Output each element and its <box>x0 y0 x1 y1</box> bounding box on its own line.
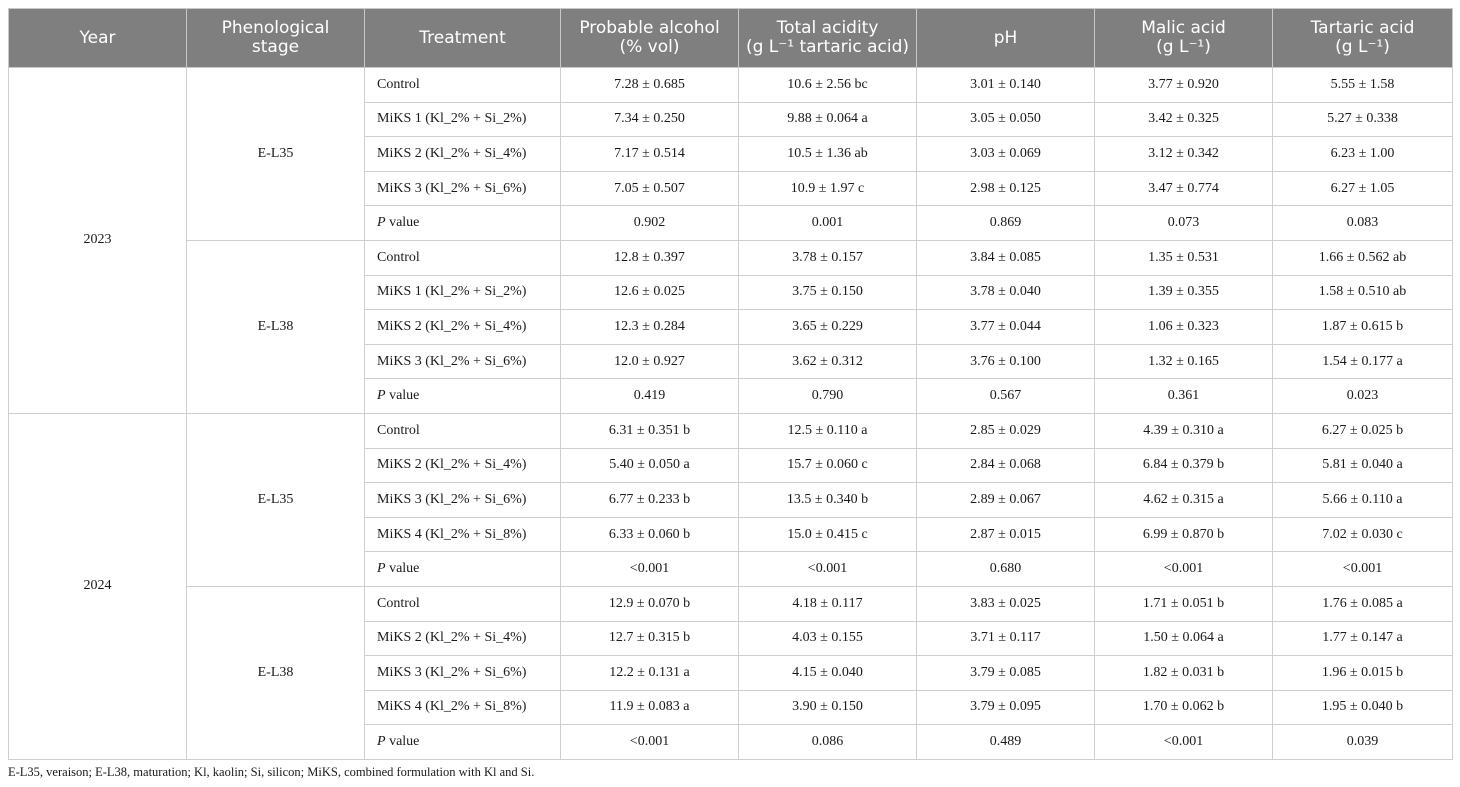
pvalue-tartaric-cell: 0.083 <box>1273 206 1453 241</box>
ph-cell: 2.84 ± 0.068 <box>917 448 1095 483</box>
pvalue-malic-cell: <0.001 <box>1095 552 1273 587</box>
tartaric-cell: 1.54 ± 0.177 a <box>1273 344 1453 379</box>
acidity-cell: 4.18 ± 0.117 <box>739 586 917 621</box>
table-row <box>9 68 1453 103</box>
pvalue-alcohol-cell: <0.001 <box>561 552 739 587</box>
acidity-cell: 9.88 ± 0.064 a <box>739 102 917 137</box>
pvalue-label-p: P <box>377 561 386 577</box>
tartaric-cell: 5.27 ± 0.338 <box>1273 102 1453 137</box>
pvalue-tartaric-cell: <0.001 <box>1273 552 1453 587</box>
ph-cell: 2.89 ± 0.067 <box>917 483 1095 518</box>
tartaric-cell: 1.77 ± 0.147 a <box>1273 621 1453 656</box>
alcohol-cell: 6.33 ± 0.060 b <box>561 517 739 552</box>
ph-cell: 3.76 ± 0.100 <box>917 344 1095 379</box>
acidity-cell: 3.78 ± 0.157 <box>739 240 917 275</box>
pvalue-label-p: P <box>377 734 386 750</box>
treatment-cell: MiKS 2 (Kl_2% + Si_4%) <box>365 137 561 172</box>
malic-cell: 1.50 ± 0.064 a <box>1095 621 1273 656</box>
tartaric-cell: 6.27 ± 1.05 <box>1273 171 1453 206</box>
treatment-cell: MiKS 1 (Kl_2% + Si_2%) <box>365 275 561 310</box>
ph-cell: 3.79 ± 0.095 <box>917 690 1095 725</box>
pvalue-label-rest: value <box>385 388 420 404</box>
column-header <box>9 9 187 68</box>
stage-cell: E-L35 <box>187 68 365 241</box>
pvalue-ph-cell: 0.489 <box>917 725 1095 760</box>
pvalue-malic-cell: <0.001 <box>1095 725 1273 760</box>
alcohol-cell: 12.7 ± 0.315 b <box>561 621 739 656</box>
malic-cell: 3.47 ± 0.774 <box>1095 171 1273 206</box>
pvalue-ph-cell: 0.567 <box>917 379 1095 414</box>
column-header <box>1095 9 1273 68</box>
malic-cell: 1.70 ± 0.062 b <box>1095 690 1273 725</box>
column-header <box>365 9 561 68</box>
alcohol-cell: 12.2 ± 0.131 a <box>561 656 739 691</box>
tartaric-cell: 5.66 ± 0.110 a <box>1273 483 1453 518</box>
pvalue-alcohol-cell: <0.001 <box>561 725 739 760</box>
pvalue-label-p: P <box>377 215 386 231</box>
pvalue-label-rest: value <box>385 734 420 750</box>
header-row <box>9 9 1453 68</box>
treatment-cell: Control <box>365 586 561 621</box>
pvalue-label-cell <box>365 206 561 241</box>
ph-cell: 3.78 ± 0.040 <box>917 275 1095 310</box>
malic-cell: 3.42 ± 0.325 <box>1095 102 1273 137</box>
treatment-cell: MiKS 3 (Kl_2% + Si_6%) <box>365 483 561 518</box>
treatment-cell: MiKS 1 (Kl_2% + Si_2%) <box>365 102 561 137</box>
malic-cell: 4.62 ± 0.315 a <box>1095 483 1273 518</box>
malic-cell: 6.84 ± 0.379 b <box>1095 448 1273 483</box>
pvalue-tartaric-cell: 0.023 <box>1273 379 1453 414</box>
tartaric-cell: 1.58 ± 0.510 ab <box>1273 275 1453 310</box>
column-header-label: pH <box>993 27 1018 48</box>
ph-cell: 3.01 ± 0.140 <box>917 68 1095 103</box>
acidity-cell: 3.65 ± 0.229 <box>739 310 917 345</box>
table-header <box>9 9 1453 68</box>
pvalue-ph-cell: 0.869 <box>917 206 1095 241</box>
tartaric-cell: 1.66 ± 0.562 ab <box>1273 240 1453 275</box>
treatment-cell: MiKS 3 (Kl_2% + Si_6%) <box>365 656 561 691</box>
column-header-unit: (g L⁻¹) <box>1335 37 1390 57</box>
tartaric-cell: 1.76 ± 0.085 a <box>1273 586 1453 621</box>
column-header-unit: (g L⁻¹ tartaric acid) <box>745 37 910 57</box>
treatment-cell: MiKS 4 (Kl_2% + Si_8%) <box>365 517 561 552</box>
footnote: E-L35, veraison; E-L38, maturation; Kl, kaolin; Si, silicon; MiKS, combined formulation with Kl and Si. <box>8 765 535 779</box>
pvalue-alcohol-cell: 0.902 <box>561 206 739 241</box>
alcohol-cell: 7.34 ± 0.250 <box>561 102 739 137</box>
column-header-unit: (g L⁻¹) <box>1156 37 1211 57</box>
acidity-cell: 10.5 ± 1.36 ab <box>739 137 917 172</box>
pvalue-label-p: P <box>377 388 386 404</box>
data-table <box>8 8 1453 760</box>
pvalue-ph-cell: 0.680 <box>917 552 1095 587</box>
column-header-label: Probable alcohol <box>579 18 720 38</box>
malic-cell: 1.71 ± 0.051 b <box>1095 586 1273 621</box>
treatment-cell: MiKS 3 (Kl_2% + Si_6%) <box>365 171 561 206</box>
treatment-cell: Control <box>365 240 561 275</box>
ph-cell: 2.98 ± 0.125 <box>917 171 1095 206</box>
malic-cell: 3.12 ± 0.342 <box>1095 137 1273 172</box>
acidity-cell: 12.5 ± 0.110 a <box>739 413 917 448</box>
tartaric-cell: 1.95 ± 0.040 b <box>1273 690 1453 725</box>
column-header <box>739 9 917 68</box>
column-header <box>561 9 739 68</box>
column-header-label: Phenological <box>221 18 330 38</box>
treatment-cell: MiKS 2 (Kl_2% + Si_4%) <box>365 621 561 656</box>
treatment-cell: MiKS 3 (Kl_2% + Si_6%) <box>365 344 561 379</box>
stage-cell: E-L35 <box>187 413 365 586</box>
tartaric-cell: 6.23 ± 1.00 <box>1273 137 1453 172</box>
treatment-cell: Control <box>365 68 561 103</box>
pvalue-acidity-cell: 0.086 <box>739 725 917 760</box>
malic-cell: 1.35 ± 0.531 <box>1095 240 1273 275</box>
malic-cell: 3.77 ± 0.920 <box>1095 68 1273 103</box>
malic-cell: 1.32 ± 0.165 <box>1095 344 1273 379</box>
table-container <box>8 8 1452 760</box>
stage-cell: E-L38 <box>187 586 365 759</box>
acidity-cell: 4.15 ± 0.040 <box>739 656 917 691</box>
tartaric-cell: 5.55 ± 1.58 <box>1273 68 1453 103</box>
ph-cell: 3.84 ± 0.085 <box>917 240 1095 275</box>
malic-cell: 1.39 ± 0.355 <box>1095 275 1273 310</box>
pvalue-acidity-cell: <0.001 <box>739 552 917 587</box>
pvalue-acidity-cell: 0.790 <box>739 379 917 414</box>
ph-cell: 3.03 ± 0.069 <box>917 137 1095 172</box>
column-header-unit: (% vol) <box>619 37 680 57</box>
stage-cell: E-L38 <box>187 240 365 413</box>
tartaric-cell: 1.96 ± 0.015 b <box>1273 656 1453 691</box>
acidity-cell: 3.62 ± 0.312 <box>739 344 917 379</box>
malic-cell: 1.82 ± 0.031 b <box>1095 656 1273 691</box>
table-row <box>9 586 1453 621</box>
column-header <box>917 9 1095 68</box>
malic-cell: 6.99 ± 0.870 b <box>1095 517 1273 552</box>
acidity-cell: 4.03 ± 0.155 <box>739 621 917 656</box>
pvalue-malic-cell: 0.361 <box>1095 379 1273 414</box>
malic-cell: 1.06 ± 0.323 <box>1095 310 1273 345</box>
column-header-label: Tartaric acid <box>1310 18 1415 38</box>
ph-cell: 3.71 ± 0.117 <box>917 621 1095 656</box>
alcohol-cell: 7.05 ± 0.507 <box>561 171 739 206</box>
alcohol-cell: 6.77 ± 0.233 b <box>561 483 739 518</box>
column-header <box>187 9 365 68</box>
pvalue-label-cell <box>365 725 561 760</box>
pvalue-label-cell <box>365 379 561 414</box>
year-cell: 2023 <box>9 68 187 414</box>
acidity-cell: 3.90 ± 0.150 <box>739 690 917 725</box>
ph-cell: 2.85 ± 0.029 <box>917 413 1095 448</box>
treatment-cell: MiKS 2 (Kl_2% + Si_4%) <box>365 448 561 483</box>
alcohol-cell: 12.6 ± 0.025 <box>561 275 739 310</box>
alcohol-cell: 12.8 ± 0.397 <box>561 240 739 275</box>
table-row <box>9 413 1453 448</box>
alcohol-cell: 7.28 ± 0.685 <box>561 68 739 103</box>
ph-cell: 3.77 ± 0.044 <box>917 310 1095 345</box>
acidity-cell: 10.9 ± 1.97 c <box>739 171 917 206</box>
tartaric-cell: 5.81 ± 0.040 a <box>1273 448 1453 483</box>
acidity-cell: 10.6 ± 2.56 bc <box>739 68 917 103</box>
pvalue-tartaric-cell: 0.039 <box>1273 725 1453 760</box>
pvalue-label-rest: value <box>385 561 420 577</box>
column-header-label: Malic acid <box>1141 18 1226 38</box>
ph-cell: 3.79 ± 0.085 <box>917 656 1095 691</box>
alcohol-cell: 11.9 ± 0.083 a <box>561 690 739 725</box>
alcohol-cell: 12.9 ± 0.070 b <box>561 586 739 621</box>
column-header-label: Total acidity <box>776 18 879 38</box>
column-header <box>1273 9 1453 68</box>
ph-cell: 3.05 ± 0.050 <box>917 102 1095 137</box>
alcohol-cell: 6.31 ± 0.351 b <box>561 413 739 448</box>
tartaric-cell: 1.87 ± 0.615 b <box>1273 310 1453 345</box>
tartaric-cell: 7.02 ± 0.030 c <box>1273 517 1453 552</box>
pvalue-alcohol-cell: 0.419 <box>561 379 739 414</box>
column-header-label: Year <box>79 27 116 48</box>
acidity-cell: 15.7 ± 0.060 c <box>739 448 917 483</box>
alcohol-cell: 5.40 ± 0.050 a <box>561 448 739 483</box>
column-header-unit: stage <box>251 37 300 57</box>
ph-cell: 2.87 ± 0.015 <box>917 517 1095 552</box>
treatment-cell: MiKS 4 (Kl_2% + Si_8%) <box>365 690 561 725</box>
acidity-cell: 15.0 ± 0.415 c <box>739 517 917 552</box>
table-row <box>9 240 1453 275</box>
treatment-cell: MiKS 2 (Kl_2% + Si_4%) <box>365 310 561 345</box>
ph-cell: 3.83 ± 0.025 <box>917 586 1095 621</box>
malic-cell: 4.39 ± 0.310 a <box>1095 413 1273 448</box>
pvalue-label-rest: value <box>385 215 420 231</box>
alcohol-cell: 7.17 ± 0.514 <box>561 137 739 172</box>
acidity-cell: 3.75 ± 0.150 <box>739 275 917 310</box>
pvalue-acidity-cell: 0.001 <box>739 206 917 241</box>
pvalue-malic-cell: 0.073 <box>1095 206 1273 241</box>
acidity-cell: 13.5 ± 0.340 b <box>739 483 917 518</box>
column-header-label: Treatment <box>419 27 506 48</box>
tartaric-cell: 6.27 ± 0.025 b <box>1273 413 1453 448</box>
table-body <box>9 68 1453 760</box>
treatment-cell: Control <box>365 413 561 448</box>
alcohol-cell: 12.3 ± 0.284 <box>561 310 739 345</box>
alcohol-cell: 12.0 ± 0.927 <box>561 344 739 379</box>
pvalue-label-cell <box>365 552 561 587</box>
year-cell: 2024 <box>9 413 187 759</box>
